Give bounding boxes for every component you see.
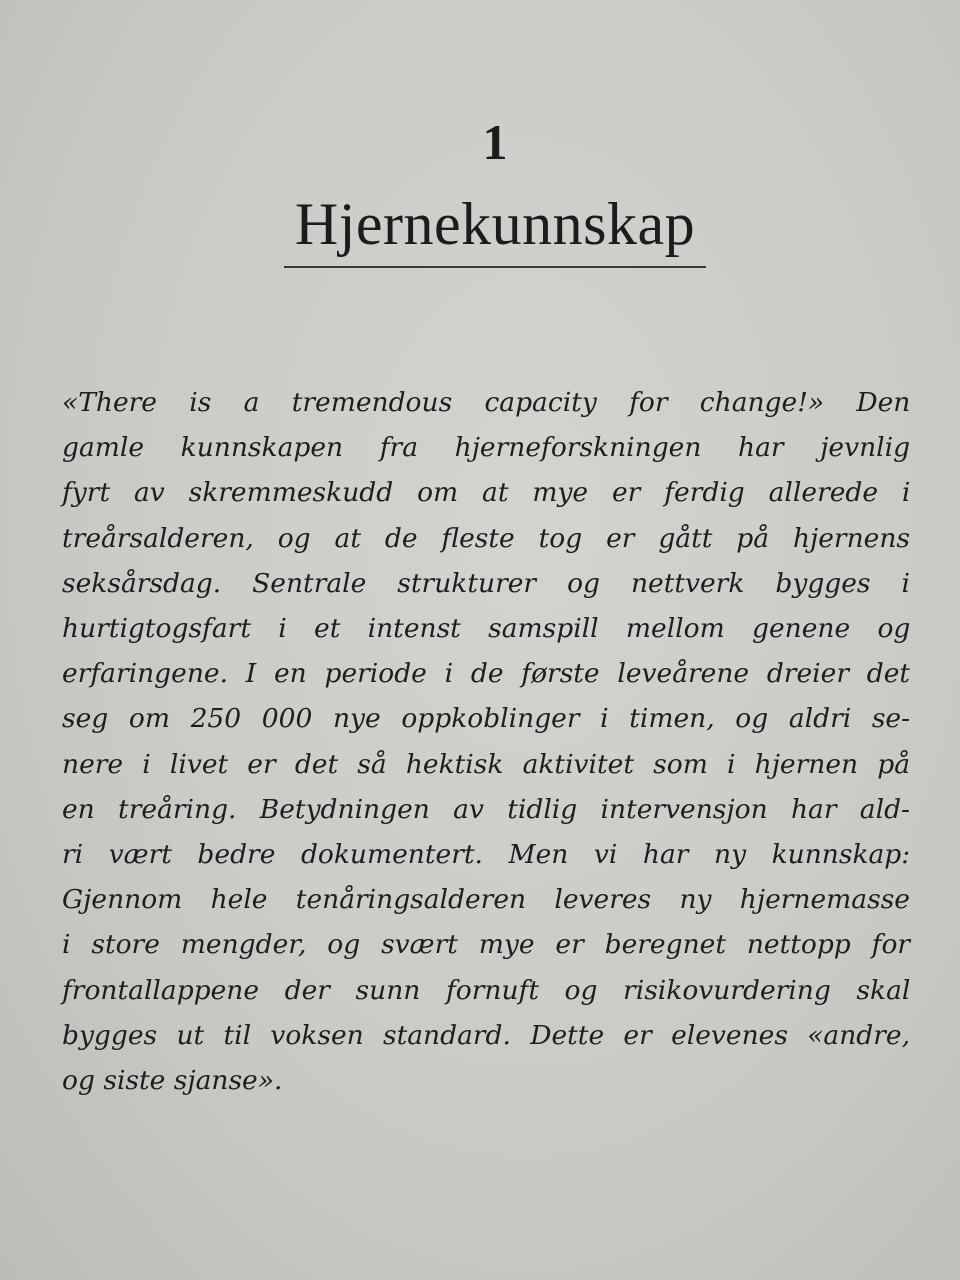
text-line: seksårsdag. Sentrale strukturer og nettverk bygges i xyxy=(62,567,910,599)
text-line: seg om 250 000 nye oppkoblinger i timen, og aldri se- xyxy=(62,703,911,735)
text-line: nere i livet er det så hektisk aktivitet som i hjernen på xyxy=(62,748,910,780)
text-line: fyrt av skremmeskudd om at mye er ferdig allerede i xyxy=(62,477,911,509)
text-line: ri vært bedre dokumentert. Men vi har ny kunnskap: xyxy=(62,839,911,871)
text-line: i store mengder, og svært mye er beregnet nettopp for xyxy=(62,929,911,961)
text-line: en treåring. Betydningen av tidlig intervensjon har ald- xyxy=(62,793,910,825)
text-line: hurtigtogsfart i et intenst samspill mellom genene og xyxy=(62,613,911,645)
text-line: erfaringene. I en periode i de første leveårene dreier det xyxy=(62,658,911,690)
text-line: frontallappene der sunn fornuft og risikovurdering skal xyxy=(62,974,911,1006)
text-line: bygges ut til voksen standard. Dette er elevenes «andre, xyxy=(62,1019,911,1051)
title-underline xyxy=(284,266,706,268)
text-line: «There is a tremendous capacity for change!» Den xyxy=(62,387,911,418)
chapter-title: Hjernekunnskap xyxy=(294,191,696,257)
text-line: Gjennom hele tenåringsalderen leveres ny hjernemasse xyxy=(62,884,910,916)
body-paragraph xyxy=(62,380,910,1103)
text-line: og siste sjanse». xyxy=(62,1065,283,1097)
text-line: treårsalderen, og at de fleste tog er gått på hjernens xyxy=(62,522,910,554)
chapter-number: 1 xyxy=(482,114,508,170)
text-line: gamle kunnskapen fra hjerneforskningen har jevnlig xyxy=(62,432,911,464)
